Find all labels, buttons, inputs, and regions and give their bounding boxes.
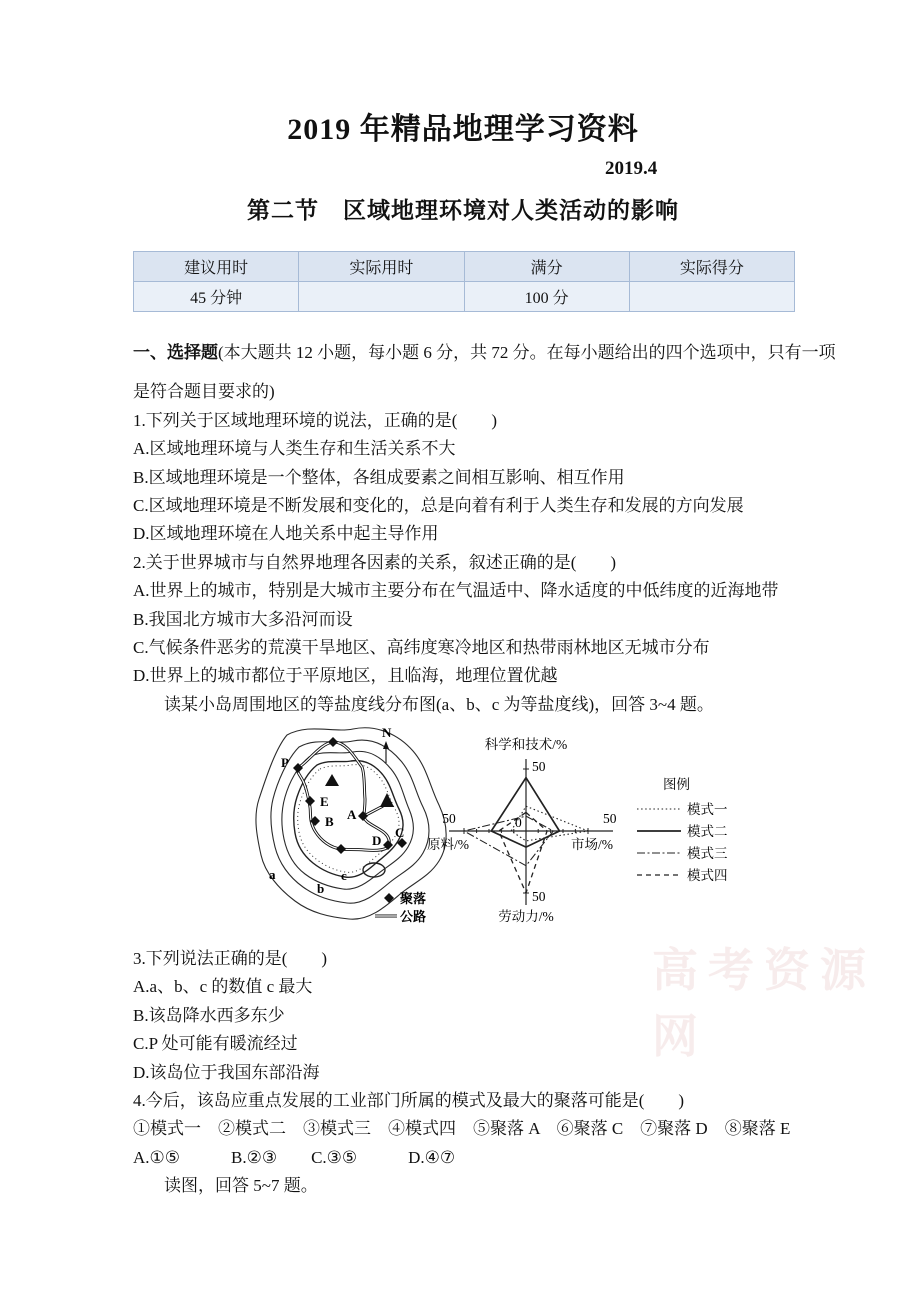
isohaline-label: a [269,867,276,883]
map-point-label: C [395,825,405,841]
text-line: 读图，回答 5~7 题。 [164,1176,318,1196]
text-line: 读某小岛周围地区的等盐度线分布图(a、b、c 为等盐度线)，回答 3~4 题。 [164,694,714,714]
text-line: A.①⑤ B.②③ C.③⑤ D.④⑦ [133,1147,456,1167]
map-legend-label: 公路 [400,909,427,925]
text-line: 1.下列关于区域地理环境的说法，正确的是( ) [133,410,498,430]
text-line: 一、选择题(本大题共 12 小题，每小题 6 分，共 72 分。在每小题给出的四个选项中，只有一项 [133,343,836,362]
score-table-header: 满分 [464,252,629,282]
radar-legend-label: 模式二 [687,824,728,840]
date-label: 2019.4 [605,158,658,179]
question-text-block-2 [133,945,793,1201]
score-table-cell [299,282,464,312]
text-line: A.世界上的城市，特别是大城市主要分布在气温适中、降水适度的中低纬度的近海地带 [133,581,779,601]
radar-legend-title: 图例 [663,777,690,793]
question-text-block-1 [133,339,836,719]
radar-tick-top: 50 [532,759,546,775]
text-line: 2.关于世界城市与自然界地理各因素的关系，叙述正确的是( ) [133,552,617,572]
radar-axis-label-bottom: 劳动力/% [498,909,554,925]
radar-axis-label-left: 原料/% [427,837,469,853]
score-table-cell: 45 分钟 [134,282,299,312]
radar-legend-label: 模式四 [687,868,728,884]
radar-axis-label-right: 市场/% [571,837,613,853]
north-label: N [382,725,392,741]
text-line: A.区域地理环境与人类生存和生活关系不大 [133,439,456,459]
map-point-label: P [281,755,289,771]
text-line: C.区域地理环境是不断发展和变化的，总是向着有利于人类生存和发展的方向发展 [133,495,744,515]
radar-tick-bottom: 50 [532,889,546,905]
score-table-cell [629,282,794,312]
watermark: 高考资源网 [652,945,876,1062]
north-arrow-icon [383,741,389,749]
section-title: 第二节 区域地理环境对人类活动的影响 [247,198,679,223]
map-legend-label: 聚落 [400,891,427,907]
settlement-icons [293,737,407,854]
radar-tick-left: 50 [442,811,456,827]
text-line: A.a、b、c 的数值 c 最大 [133,977,313,997]
text-line: B.区域地理环境是一个整体，各组成要素之间相互影响、相互作用 [133,467,625,487]
text-line: C.P 处可能有暖流经过 [133,1034,298,1054]
map-point-label: E [320,794,329,810]
radar-legend-label: 模式三 [687,846,728,862]
radar-series-mode4 [499,812,547,893]
radar-tick-right: 50 [603,811,617,827]
radar-center-label: 0 [515,815,522,831]
text-line: C.气候条件恶劣的荒漠干旱地区、高纬度寒冷地区和热带雨林地区无城市分布 [133,637,710,657]
isohaline-label: b [317,881,325,897]
map-point-label: B [325,814,334,830]
score-table [133,251,795,312]
score-table-cell: 100 分 [464,282,629,312]
radar-chart [391,719,871,939]
score-table-header: 建议用时 [134,252,299,282]
isohaline-label: c [341,868,347,884]
document-body [133,104,836,1201]
score-table-value-row [134,282,795,312]
radar-axis-label-top: 科学和技术/% [484,737,568,753]
page-title: 2019 年精品地理学习资料 [287,113,639,146]
map-point-label: D [372,833,382,849]
score-table-header: 实际得分 [629,252,794,282]
map-point-label: A [347,807,357,823]
text-line: D.区域地理环境在人地关系中起主导作用 [133,524,439,544]
peak-icon [325,774,339,786]
text-line: 4.今后，该岛应重点发展的工业部门所属的模式及最大的聚落可能是( ) [133,1091,685,1111]
text-line: 是符合题目要求的) [133,382,275,402]
radar-legend-label: 模式一 [687,802,728,818]
score-table-header-row [134,252,795,282]
text-line: D.该岛位于我国东部沿海 [133,1062,320,1082]
text-line: D.世界上的城市都位于平原地区，且临海，地理位置优越 [133,666,558,686]
score-table-header: 实际用时 [299,252,464,282]
figure-row [133,719,793,939]
text-line: B.我国北方城市大多沿河而设 [133,609,353,629]
text-line: 3.下列说法正确的是( ) [133,949,328,969]
text-line: ①模式一 ②模式二 ③模式三 ④模式四 ⑤聚落 A ⑥聚落 C ⑦聚落 D ⑧聚落 E [133,1119,791,1139]
text-line: B.该岛降水西多东少 [133,1005,285,1025]
